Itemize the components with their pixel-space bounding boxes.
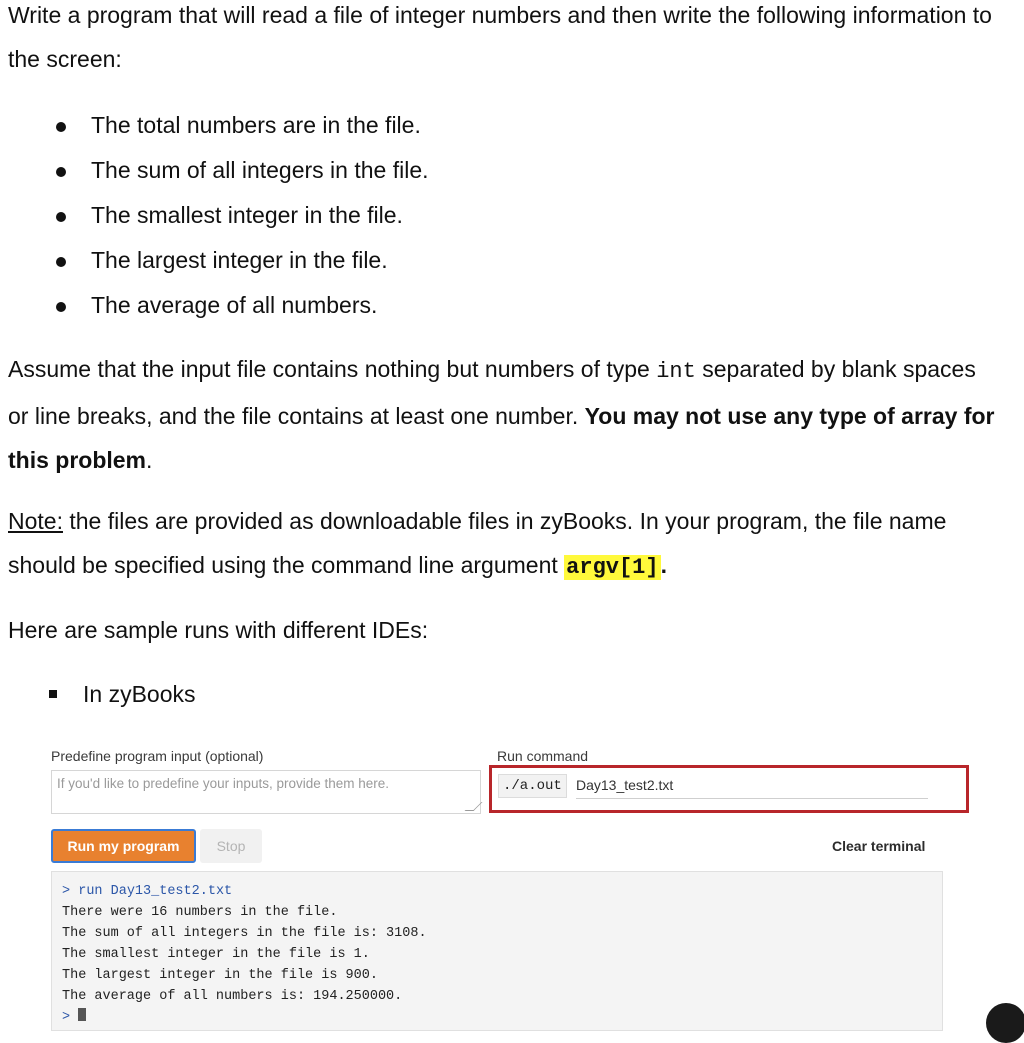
run-program-button[interactable]: Run my program bbox=[51, 829, 196, 863]
input-placeholder: If you'd like to predefine your inputs, provide them here. bbox=[57, 776, 390, 791]
restriction-text: You may not use any type of array for this problem bbox=[8, 403, 995, 473]
sample-intro: Here are sample runs with different IDEs: bbox=[8, 617, 429, 643]
assumption-paragraph: Assume that the input file contains nothing but numbers of type int separated by blank spaces or line breaks, and the file contains at least one number. You may not use any type of array for this problem. bbox=[8, 356, 995, 473]
terminal-command-line: > run Day13_test2.txt bbox=[62, 884, 233, 899]
cursor-icon bbox=[78, 1008, 86, 1021]
bullet-icon bbox=[56, 122, 66, 132]
terminal-line: The average of all numbers is: 194.250000. bbox=[62, 989, 403, 1004]
terminal-line: The largest integer in the file is 900. bbox=[62, 968, 378, 983]
note-paragraph: Note: the files are provided as downloadable files in zyBooks. In your program, the file name should be specified using the command line argument argv[1]. bbox=[8, 508, 947, 580]
note-label: Note: bbox=[8, 508, 63, 534]
argv-highlight: argv[1] bbox=[566, 555, 659, 580]
stop-button[interactable]: Stop bbox=[200, 829, 262, 863]
input-label: Predefine program input (optional) bbox=[51, 748, 264, 764]
prompt-caret: > bbox=[62, 1010, 71, 1025]
square-bullet-icon bbox=[49, 690, 57, 698]
command-prefix: ./a.out bbox=[498, 774, 567, 798]
run-command-label: Run command bbox=[497, 748, 589, 764]
terminal-line: The sum of all integers in the file is: 3108. bbox=[62, 926, 427, 941]
zybooks-run-widget bbox=[0, 740, 1024, 1025]
resize-handle-icon[interactable] bbox=[465, 802, 483, 811]
intro-paragraph: Write a program that will read a file of integer numbers and then write the following information to the screen: bbox=[8, 2, 992, 72]
terminal-line: The smallest integer in the file is 1. bbox=[62, 947, 370, 962]
help-bubble-icon[interactable] bbox=[986, 1003, 1024, 1043]
bullet-icon bbox=[56, 167, 66, 177]
terminal-line: There were 16 numbers in the file. bbox=[62, 905, 338, 920]
inline-code: int bbox=[656, 359, 696, 384]
predefine-input-field[interactable] bbox=[51, 770, 481, 814]
sub-bullet-label: In zyBooks bbox=[83, 681, 196, 707]
command-argument-field[interactable]: Day13_test2.txt bbox=[576, 774, 928, 799]
terminal-output bbox=[51, 871, 943, 1031]
clear-terminal-button[interactable]: Clear terminal bbox=[832, 838, 926, 854]
bullet-icon bbox=[56, 212, 66, 222]
bullet-icon bbox=[56, 257, 66, 267]
bullet-icon bbox=[56, 302, 66, 312]
